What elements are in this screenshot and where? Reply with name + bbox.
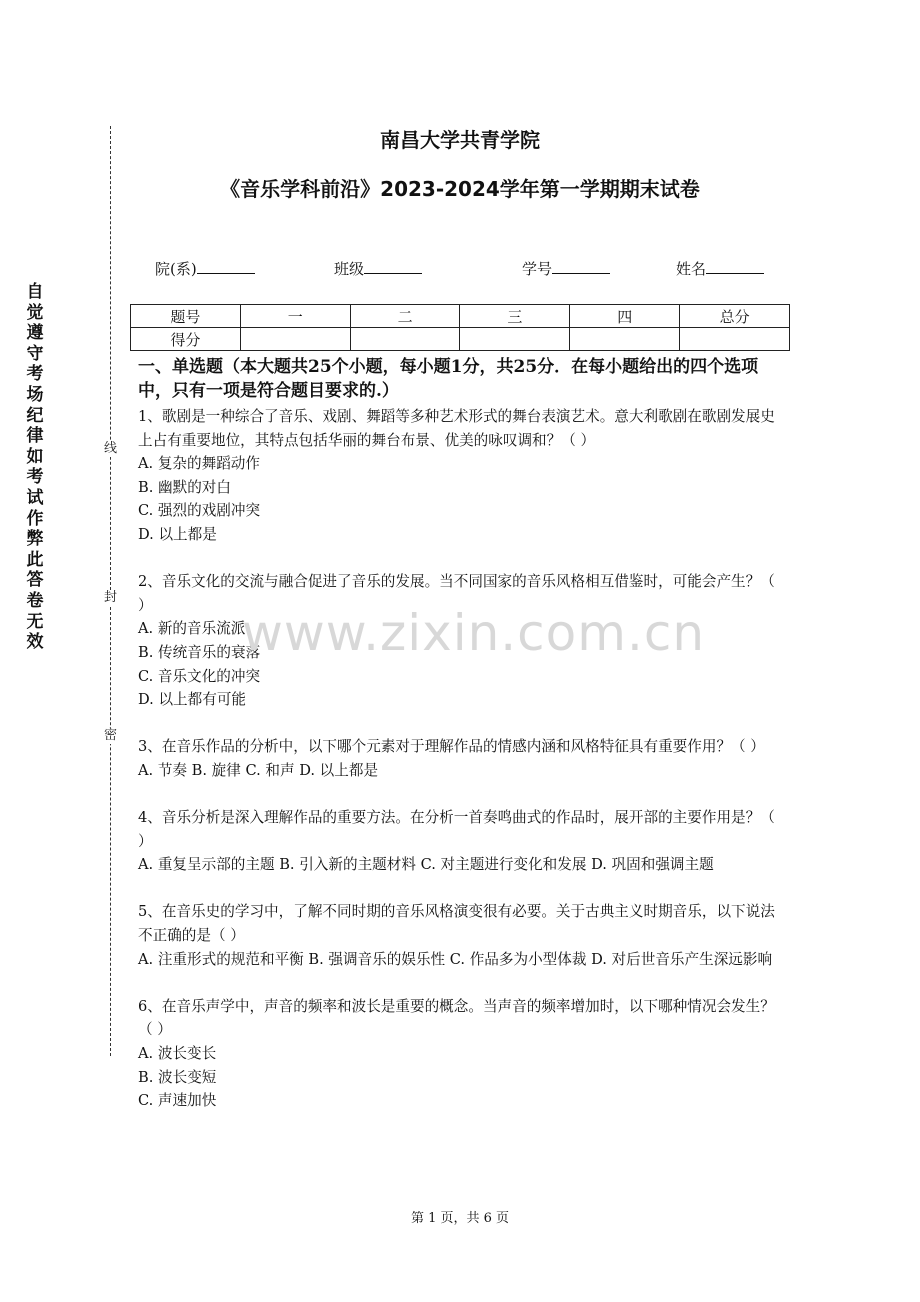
score-header-cell: 一: [240, 305, 350, 328]
info-field-department: 院(系): [155, 258, 255, 279]
score-header-cell: 四: [570, 305, 680, 328]
blank-underline: [197, 259, 255, 274]
school-title: 南昌大学共青学院: [380, 128, 540, 152]
blank-underline: [706, 259, 764, 274]
question-option: C. 音乐文化的冲突: [138, 667, 261, 685]
question-option: A. 新的音乐流派: [138, 620, 246, 638]
exam-discipline-notice: 自觉遵守考场纪律如考试作弊此答卷无效: [26, 282, 44, 653]
question-stem: 6、在音乐声学中，声音的频率和波长是重要的概念。当声音的频率增加时，以下哪种情况会发生？（ ）: [138, 997, 775, 1039]
question-option: B. 传统音乐的衰落: [138, 643, 261, 661]
score-header-cell: 题号: [131, 305, 241, 328]
score-header-cell: 二: [350, 305, 460, 328]
score-header-cell: 三: [460, 305, 570, 328]
question-option: C. 强烈的戏剧冲突: [138, 502, 261, 520]
question-item: [138, 405, 786, 547]
info-field-student-id: 学号: [522, 258, 610, 279]
seal-mark-line: 线: [103, 441, 117, 456]
question-item: [138, 995, 786, 1113]
question-option: D. 以上都是: [138, 525, 217, 543]
question-option: A. 波长变长: [138, 1045, 217, 1063]
score-table-header-row: [131, 305, 790, 328]
exam-title: 《音乐学科前沿》2023-2024学年第一学期期末试卷: [220, 177, 700, 201]
question-item: [138, 735, 786, 782]
score-cell: [570, 328, 680, 351]
score-cell: [350, 328, 460, 351]
question-option: A. 重复呈示部的主题 B. 引入新的主题材料 C. 对主题进行变化和发展 D. 巩固和强调主题: [138, 856, 714, 874]
question-item: [138, 900, 786, 971]
blank-underline: [552, 259, 610, 274]
score-row-label: 得分: [131, 328, 241, 351]
score-cell: [240, 328, 350, 351]
info-field-class: 班级: [334, 258, 422, 279]
question-option: B. 波长变短: [138, 1068, 217, 1086]
info-field-name: 姓名: [676, 258, 764, 279]
seal-mark-seal: 封: [103, 590, 117, 605]
score-header-cell: 总分: [680, 305, 790, 328]
question-stem: 4、音乐分析是深入理解作品的重要方法。在分析一首奏鸣曲式的作品时，展开部的主要作用是？（ ）: [138, 809, 775, 850]
score-cell: [680, 328, 790, 351]
question-stem: 5、在音乐史的学习中，了解不同时期的音乐风格演变很有必要。关于古典主义时期音乐，以下说法不正确的是（ ）: [138, 903, 775, 945]
question-list: [138, 405, 786, 1136]
question-option: A. 注重形式的规范和平衡 B. 强调音乐的娱乐性 C. 作品多为小型体裁 D. 对后世音乐产生深远影响: [138, 950, 773, 968]
watermark: www.zixin.com.cn: [242, 604, 706, 662]
question-option: C. 声速加快: [138, 1092, 217, 1110]
question-item: [138, 806, 786, 877]
question-option: B. 幽默的对白: [138, 478, 231, 496]
question-option: A. 节奏 B. 旋律 C. 和声 D. 以上都是: [138, 761, 379, 779]
score-table: [130, 304, 790, 351]
question-option: A. 复杂的舞蹈动作: [138, 455, 260, 473]
page-footer: 第 1 页，共 6 页: [410, 1211, 510, 1226]
score-cell: [460, 328, 570, 351]
question-stem: 2、音乐文化的交流与融合促进了音乐的发展。当不同国家的音乐风格相互借鉴时，可能会产生？（ ）: [138, 573, 775, 614]
question-stem: 1、歌剧是一种综合了音乐、戏剧、舞蹈等多种艺术形式的舞台表演艺术。意大利歌剧在歌剧发展史上占有重要地位，其特点包括华丽的舞台布景、优美的咏叹调和？（ ）: [138, 408, 775, 449]
section-heading: 一、单选题（本大题共25个小题，每小题1分，共25分．在每小题给出的四个选项中，只有一项是符合题目要求的.）: [138, 357, 759, 401]
score-table-score-row: [131, 328, 790, 351]
seal-mark-secret: 密: [103, 728, 117, 743]
blank-underline: [364, 259, 422, 274]
question-option: D. 以上都有可能: [138, 691, 247, 709]
question-stem: 3、在音乐作品的分析中，以下哪个元素对于理解作品的情感内涵和风格特征具有重要作用？（ ）: [138, 738, 765, 756]
